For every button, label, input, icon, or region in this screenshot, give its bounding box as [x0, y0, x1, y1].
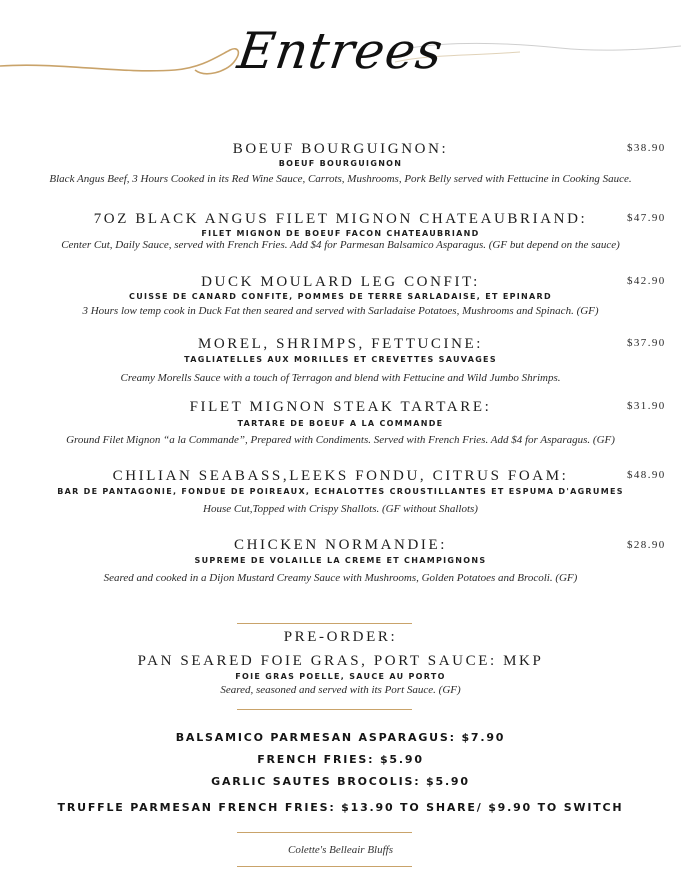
dish-price: $37.90 [627, 337, 666, 349]
dish-description: Ground Filet Mignon “a la Commande”, Prepared with Condiments. Served with French Fries. Add $4 for Asparagus. (GF) [66, 434, 615, 446]
preorder-heading: PRE-ORDER: [283, 629, 398, 645]
dish-name: FILET MIGNON STEAK TARTARE: [189, 399, 492, 415]
dish-description: Center Cut, Daily Sauce, served with French Fries. Add $4 for Parmesan Balsamico Asparagus. (GF but depend on the sauce) [61, 239, 620, 251]
dish-name: CHILIAN SEABASS,LEEKS FONDU, CITRUS FOAM: [112, 468, 569, 484]
dish-description: Creamy Morells Sauce with a touch of Terragon and blend with Fettucine and Wild Jumbo Shrimps. [120, 372, 561, 384]
dish-name: MOREL, SHRIMPS, FETTUCINE: [197, 336, 484, 352]
dish-name: 7OZ BLACK ANGUS FILET MIGNON CHATEAUBRIAND: [93, 211, 588, 227]
dish-french-name: BOEUF BOURGUIGNON [278, 159, 403, 168]
gold-divider [237, 709, 412, 710]
dish-price: $28.90 [627, 539, 666, 551]
preorder-description: Seared, seasoned and served with its Port Sauce. (GF) [220, 684, 461, 696]
side-item: FRENCH FRIES: $5.90 [257, 753, 424, 766]
dish-description: 3 Hours low temp cook in Duck Fat then seared and served with Sarladaise Potatoes, Mushrooms and Spinach. (GF) [82, 305, 599, 317]
side-item: TRUFFLE PARMESAN FRENCH FRIES: $13.90 TO SHARE/ $9.90 TO SWITCH [57, 801, 624, 814]
page-title: Entrees [234, 22, 447, 80]
dish-description: House Cut,Topped with Crispy Shallots. (GF without Shallots) [203, 503, 478, 515]
dish-french-name: CUISSE DE CANARD CONFITE, POMMES DE TERRE SARLADAISE, ET EPINARD [129, 292, 552, 301]
gold-divider [237, 866, 412, 867]
side-item: GARLIC SAUTES BROCOLIS: $5.90 [211, 775, 470, 788]
preorder-dish-name: PAN SEARED FOIE GRAS, PORT SAUCE: MKP [137, 653, 544, 669]
dish-description: Seared and cooked in a Dijon Mustard Creamy Sauce with Mushrooms, Golden Potatoes and Brocoli. (GF) [103, 572, 578, 584]
dish-name: DUCK MOULARD LEG CONFIT: [201, 274, 480, 290]
gold-divider [237, 623, 412, 624]
dish-price: $31.90 [627, 400, 666, 412]
preorder-french-name: FOIE GRAS POELLE, SAUCE AU PORTO [235, 672, 446, 681]
gold-divider [237, 832, 412, 833]
dish-french-name: SUPREME DE VOLAILLE LA CREME ET CHAMPIGNONS [194, 556, 487, 565]
dish-french-name: FILET MIGNON DE BOEUF FACON CHATEAUBRIAND [201, 229, 480, 238]
side-item: BALSAMICO PARMESAN ASPARAGUS: $7.90 [175, 731, 506, 744]
dish-french-name: TAGLIATELLES AUX MORILLES ET CREVETTES SAUVAGES [184, 355, 497, 364]
dish-name: CHICKEN NORMANDIE: [233, 537, 448, 553]
dish-price: $38.90 [627, 142, 666, 154]
dish-price: $42.90 [627, 275, 666, 287]
dish-price: $47.90 [627, 212, 666, 224]
dish-french-name: BAR DE PANTAGONIE, FONDUE DE POIREAUX, ECHALOTTES CROUSTILLANTES ET ESPUMA D'AGRUMES [57, 487, 624, 496]
dish-name: BOEUF BOURGUIGNON: [232, 141, 449, 157]
dish-price: $48.90 [627, 469, 666, 481]
dish-description: Black Angus Beef, 3 Hours Cooked in its Red Wine Sauce, Carrots, Mushrooms, Pork Belly served with Fettucine in Cooking Sauce. [49, 173, 632, 185]
dish-french-name: TARTARE DE BOEUF A LA COMMANDE [237, 419, 444, 428]
footer-restaurant-name: Colette's Belleair Bluffs [287, 844, 393, 856]
